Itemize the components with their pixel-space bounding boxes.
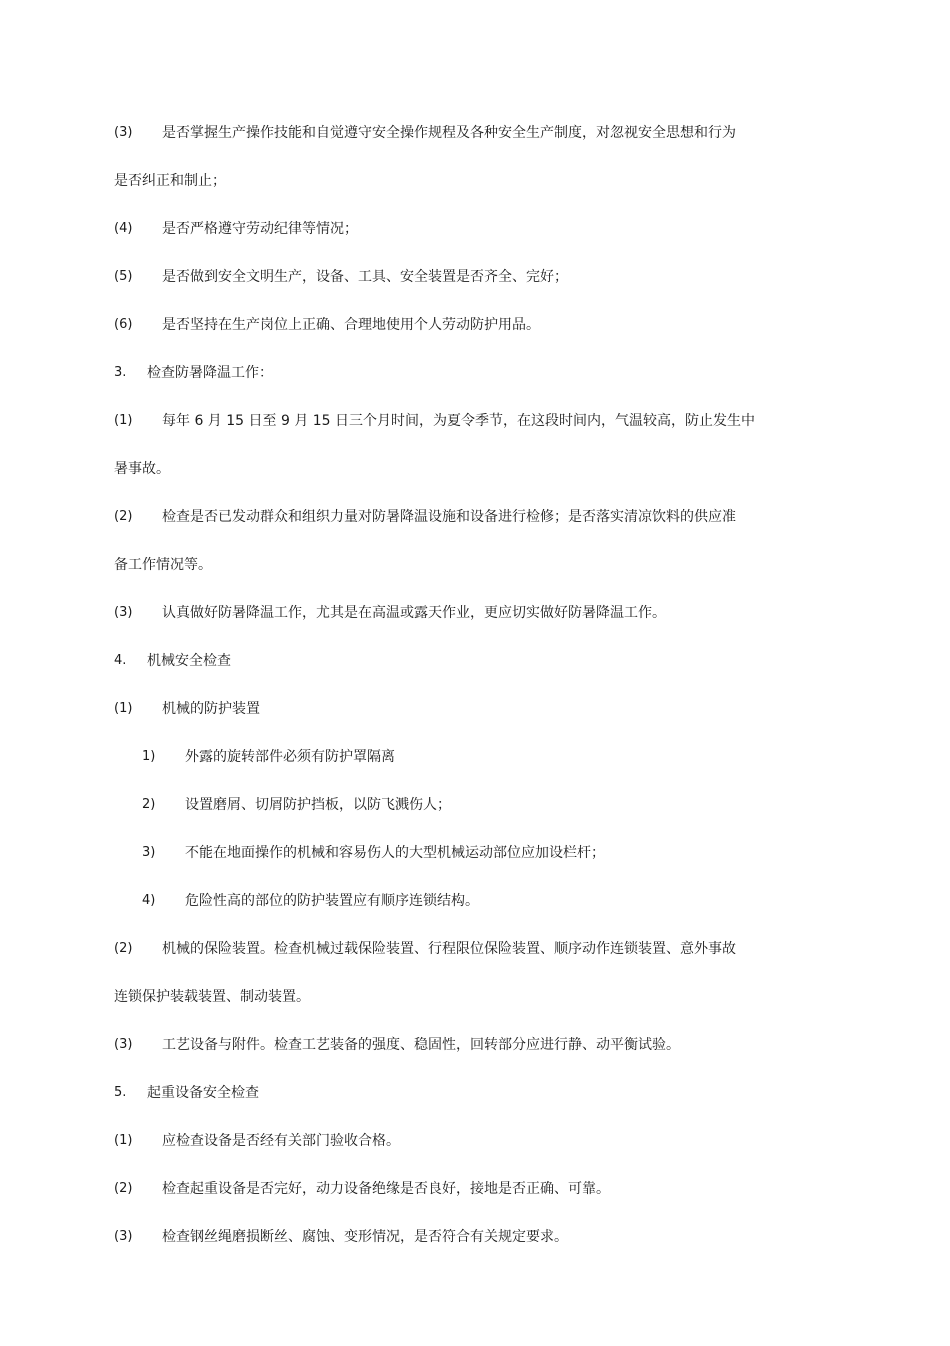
item-text: 是否做到安全文明生产，设备、工具、安全装置是否齐全、完好； xyxy=(162,269,568,285)
section-title: 检查防暑降温工作： xyxy=(147,365,273,381)
section-number: 3. xyxy=(114,365,127,380)
item-text: 每年 6 月 15 日至 9 月 15 日三个月时间，为夏令季节，在这段时间内，气温较高，防止发生中 xyxy=(162,413,756,429)
item-text: 工艺设备与附件。检查工艺装备的强度、稳固性，回转部分应进行静、动平衡试验。 xyxy=(162,1037,680,1053)
sub-item-number: 4) xyxy=(142,893,156,908)
item-number: (5) xyxy=(114,269,133,284)
sub-item-number: 2) xyxy=(142,797,156,812)
section-title: 起重设备安全检查 xyxy=(147,1085,259,1101)
item-number: (1) xyxy=(114,413,133,428)
sub-item-text: 不能在地面操作的机械和容易伤人的大型机械运动部位应加设栏杆； xyxy=(185,845,605,861)
item-number: (3) xyxy=(114,125,133,140)
sub-item-text: 外露的旋转部件必须有防护罩隔离 xyxy=(185,749,395,765)
item-text: 是否坚持在生产岗位上正确、合理地使用个人劳动防护用品。 xyxy=(162,317,540,333)
item-number: (1) xyxy=(114,701,133,716)
sub-item-number: 1) xyxy=(142,749,156,764)
item-text: 是否掌握生产操作技能和自觉遵守安全操作规程及各种安全生产制度，对忽视安全思想和行为 xyxy=(162,125,736,141)
item-text: 机械的防护装置 xyxy=(162,701,260,717)
item-number: (3) xyxy=(114,1229,133,1244)
item-text: 应检查设备是否经有关部门验收合格。 xyxy=(162,1133,400,1149)
item-number: (3) xyxy=(114,1037,133,1052)
item-number: (1) xyxy=(114,1133,133,1148)
section-number: 5. xyxy=(114,1085,127,1100)
item-text: 是否纠正和制止； xyxy=(114,173,226,189)
item-text: 检查钢丝绳磨损断丝、腐蚀、变形情况，是否符合有关规定要求。 xyxy=(162,1229,568,1245)
section-title: 机械安全检查 xyxy=(147,653,231,669)
sub-item-number: 3) xyxy=(142,845,156,860)
item-text: 是否严格遵守劳动纪律等情况； xyxy=(162,221,358,237)
item-number: (6) xyxy=(114,317,133,332)
item-text: 检查起重设备是否完好，动力设备绝缘是否良好，接地是否正确、可靠。 xyxy=(162,1181,610,1197)
sub-item-text: 设置磨屑、切屑防护挡板，以防飞溅伤人； xyxy=(185,797,451,813)
item-number: (2) xyxy=(114,509,133,524)
item-number: (2) xyxy=(114,1181,133,1196)
section-number: 4. xyxy=(114,653,127,668)
item-number: (3) xyxy=(114,605,133,620)
item-text: 认真做好防暑降温工作，尤其是在高温或露天作业，更应切实做好防暑降温工作。 xyxy=(162,605,666,621)
item-text: 暑事故。 xyxy=(114,461,170,477)
sub-item-text: 危险性高的部位的防护装置应有顺序连锁结构。 xyxy=(185,893,479,909)
item-text: 备工作情况等。 xyxy=(114,557,212,573)
item-text: 机械的保险装置。检查机械过载保险装置、行程限位保险装置、顺序动作连锁装置、意外事故 xyxy=(162,941,736,957)
item-text: 连锁保护装载装置、制动装置。 xyxy=(114,989,310,1005)
item-number: (4) xyxy=(114,221,133,236)
item-text: 检查是否已发动群众和组织力量对防暑降温设施和设备进行检修；是否落实清凉饮料的供应准 xyxy=(162,509,736,525)
item-number: (2) xyxy=(114,941,133,956)
